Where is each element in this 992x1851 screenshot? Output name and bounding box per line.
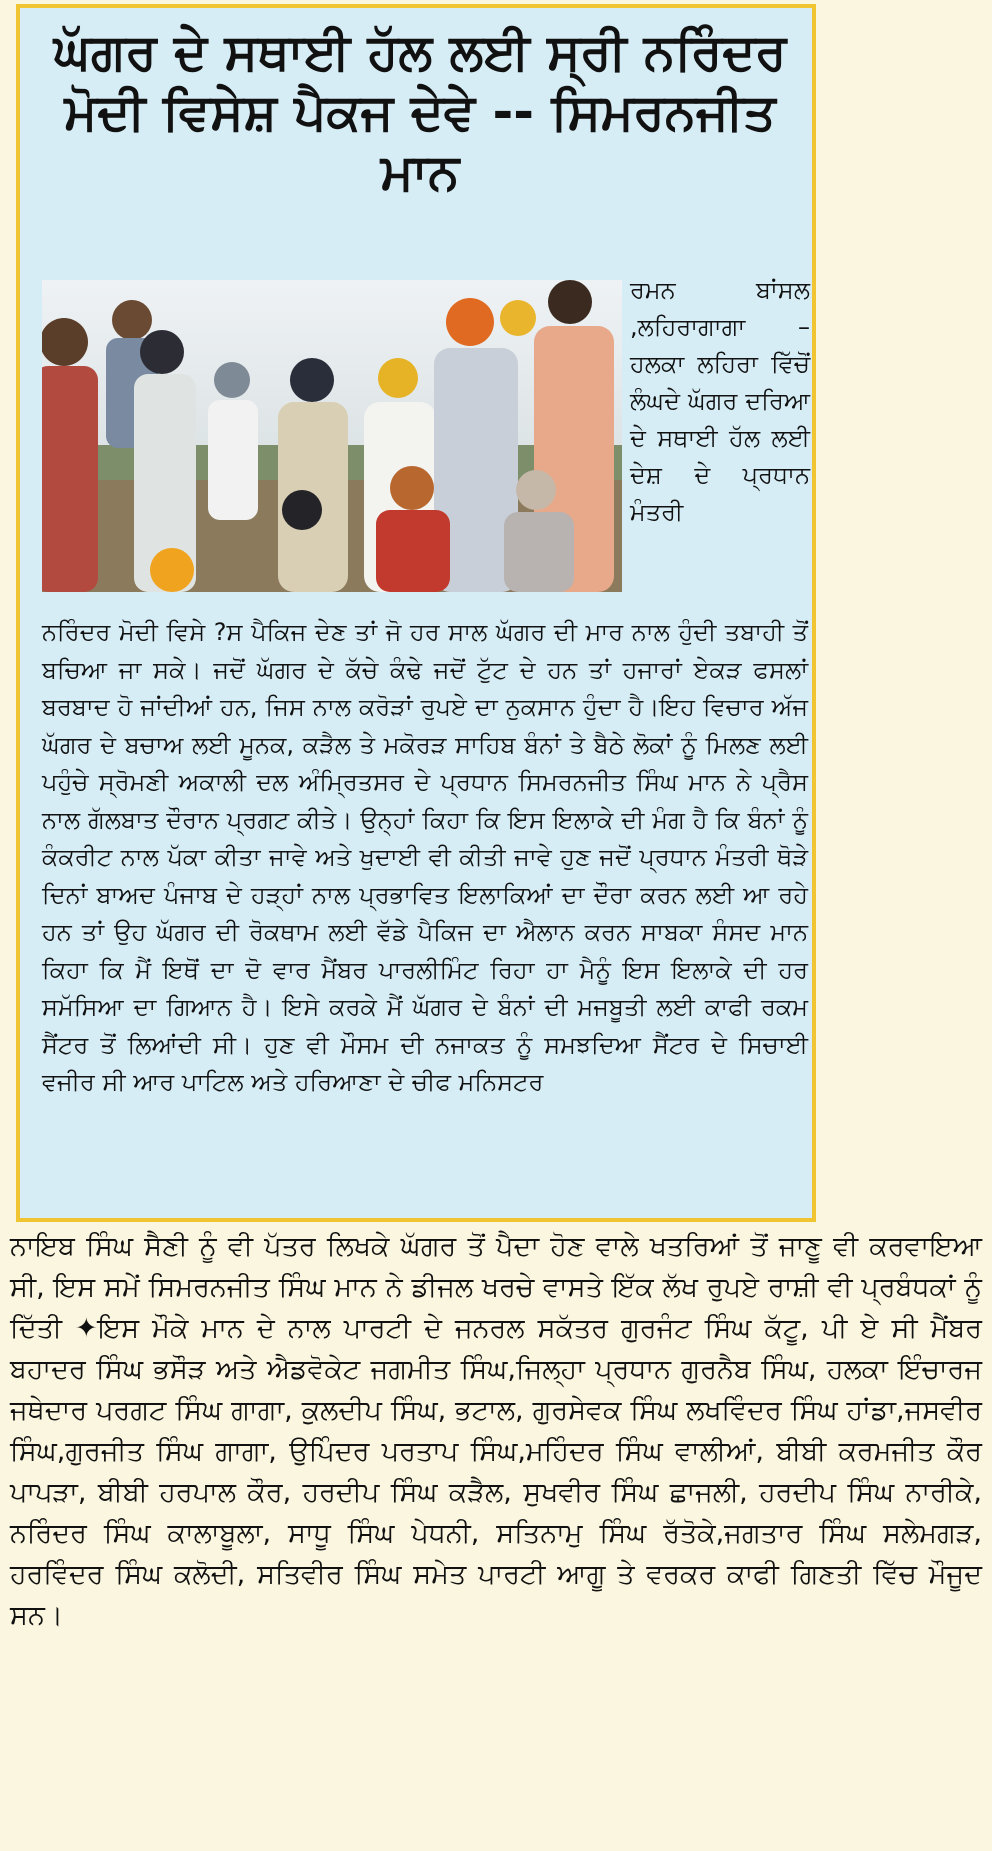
headline: ਘੱਗਰ ਦੇ ਸਥਾਈ ਹੱਲ ਲਈ ਸ੍ਰੀ ਨਰਿੰਦਰ ਮੋਦੀ ਵਿਸੇਸ਼ ਪੈਕਜ ਦੇਵੇ -- ਸਿਮਰਨਜੀਤ ਮਾਨ xyxy=(53,23,787,201)
news-photo xyxy=(42,280,622,592)
article-box xyxy=(16,4,816,1222)
article-intro-column: ਰਮਨ ਬਾਂਸਲ ,ਲਹਿਰਾਗਾਗਾ – ਹਲਕਾ ਲਹਿਰਾ ਵਿੱਚੋਂ ਲੰਘਦੇ ਘੱਗਰ ਦਰਿਆ ਦੇ ਸਥਾਈ ਹੱਲ ਲਈ ਦੇਸ਼ ਦੇ ਪ੍ਰਧਾਨ ਮੰਤਰੀ xyxy=(630,276,810,526)
article-body: ਨਰਿੰਦਰ ਮੋਦੀ ਵਿਸੇ ?ਸ ਪੈਕਿਜ ਦੇਣ ਤਾਂ ਜੋ ਹਰ ਸਾਲ ਘੱਗਰ ਦੀ ਮਾਰ ਨਾਲ ਹੁੰਦੀ ਤਬਾਹੀ ਤੋਂ ਬਚਿਆ ਜਾ ਸਕੇ। ਜਦੋਂ ਘੱਗਰ ਦੇ ਕੱਚੇ ਕੰਢੇ ਜਦੋਂ ਟੁੱਟ ਦੇ ਹਨ ਤਾਂ ਹਜਾਰਾਂ ਏਕੜ ਫਸਲਾਂ ਬਰਬਾਦ ਹੋ ਜਾਂਦੀਆਂ ਹਨ, ਜਿਸ ਨਾਲ ਕਰੋੜਾਂ ਰੁਪਏ ਦਾ ਨੁਕਸਾਨ ਹੁੰਦਾ ਹੈ।ਇਹ ਵਿਚਾਰ ਅੱਜ ਘੱਗਰ ਦੇ ਬਚਾਅ ਲਈ ਮੂਨਕ, ਕੜੈਲ ਤੇ ਮਕੋਰੜ ਸਾਹਿਬ ਬੰਨਾਂ ਤੇ ਬੈਠੇ ਲੋਕਾਂ ਨੂੰ ਮਿਲਣ ਲਈ ਪਹੁੰਚੇ ਸ੍ਰੋਮਣੀ ਅਕਾਲੀ ਦਲ ਅੰਮ੍ਰਿਤਸਰ ਦੇ ਪ੍ਰਧਾਨ ਸਿਮਰਨਜੀਤ ਸਿੰਘ ਮਾਨ ਨੇ ਪ੍ਰੈਸ ਨਾਲ ਗੱਲਬਾਤ ਦੌਰਾਨ ਪ੍ਰਗਟ ਕੀਤੇ। ਉਨ੍ਹਾਂ ਕਿਹਾ ਕਿ ਇਸ ਇਲਾਕੇ ਦੀ ਮੰਗ ਹੈ ਕਿ ਬੰਨਾਂ ਨੂੰ ਕੰਕਰੀਟ ਨਾਲ ਪੱਕਾ ਕੀਤਾ ਜਾਵੇ ਅਤੇ ਖੁਦਾਈ ਵੀ ਕੀਤੀ ਜਾਵੇ ਹੁਣ ਜਦੋਂ ਪ੍ਰਧਾਨ ਮੰਤਰੀ ਥੋੜੇ ਦਿਨਾਂ ਬਾਅਦ ਪੰਜਾਬ ਦੇ ਹੜ੍ਹਾਂ ਨਾਲ ਪ੍ਰਭਾਵਿਤ ਇਲਾਕਿਆਂ ਦਾ ਦੌਰਾ ਕਰਨ ਲਈ ਆ ਰਹੇ ਹਨ ਤਾਂ ਉਹ ਘੱਗਰ ਦੀ ਰੋਕਥਾਮ ਲਈ ਵੱਡੇ ਪੈਕਿਜ ਦਾ ਐਲਾਨ ਕਰਨ ਸਾਬਕਾ ਸੰਸਦ ਮਾਨ ਕਿਹਾ ਕਿ ਮੈਂ ਇਥੋਂ ਦਾ ਦੋ ਵਾਰ ਮੈਂਬਰ ਪਾਰਲੀਮਿੰਟ ਰਿਹਾ ਹਾ ਮੈਨੂੰ ਇਸ ਇਲਾਕੇ ਦੀ ਹਰ ਸਮੱਸਿਆ ਦਾ ਗਿਆਨ ਹੈ। ਇਸੇ ਕਰਕੇ ਮੈਂ ਘੱਗਰ ਦੇ ਬੰਨਾਂ ਦੀ ਮਜਬੂਤੀ ਲਈ ਕਾਫੀ ਰਕਮ ਸੈਂਟਰ ਤੋਂ ਲਿਆਂਦੀ ਸੀ। ਹੁਣ ਵੀ ਮੌਸਮ ਦੀ ਨਜਾਕਤ ਨੂੰ ਸਮਝਦਿਆ ਸੈਂਟਰ ਦੇ ਸਿਚਾਈ ਵਜੀਰ ਸੀ ਆਰ ਪਾਟਿਲ ਅਤੇ ਹਰਿਆਣਾ ਦੇ ਚੀਫ ਮਨਿਸਟਰ xyxy=(42,618,808,1096)
article-continuation: ਨਾਇਬ ਸਿੰਘ ਸੈਣੀ ਨੂੰ ਵੀ ਪੱਤਰ ਲਿਖਕੇ ਘੱਗਰ ਤੋਂ ਪੈਦਾ ਹੋਣ ਵਾਲੇ ਖਤਰਿਆਂ ਤੋਂ ਜਾਣੂ ਵੀ ਕਰਵਾਇਆ ਸੀ, ਇਸ ਸਮੇਂ ਸਿਮਰਨਜੀਤ ਸਿੰਘ ਮਾਨ ਨੇ ਡੀਜਲ ਖਰਚੇ ਵਾਸਤੇ ਇੱਕ ਲੱਖ ਰੁਪਏ ਰਾਸ਼ੀ ਵੀ ਪ੍ਰਬੰਧਕਾਂ ਨੂੰ ਦਿੱਤੀ ✦ਇਸ ਮੌਕੇ ਮਾਨ ਦੇ ਨਾਲ ਪਾਰਟੀ ਦੇ ਜਨਰਲ ਸਕੱਤਰ ਗੁਰਜੰਟ ਸਿੰਘ ਕੱਟੂ, ਪੀ ਏ ਸੀ ਮੈਂਬਰ ਬਹਾਦਰ ਸਿੰਘ ਭਸੌੜ ਅਤੇ ਐਡਵੋਕੇਟ ਜਗਮੀਤ ਸਿੰਘ,ਜਿਲ੍ਹਾ ਪ੍ਰਧਾਨ ਗੁਰਨੈਬ ਸਿੰਘ, ਹਲਕਾ ਇੰਚਾਰਜ ਜਥੇਦਾਰ ਪਰਗਟ ਸਿੰਘ ਗਾਗਾ, ਕੁਲਦੀਪ ਸਿੰਘ, ਭਟਾਲ, ਗੁਰਸੇਵਕ ਸਿੰਘ ਲਖਵਿੰਦਰ ਸਿੰਘ ਹਾਂਡਾ,ਜਸਵੀਰ ਸਿੰਘ,ਗੁਰਜੀਤ ਸਿੰਘ ਗਾਗਾ, ਉਪਿੰਦਰ ਪਰਤਾਪ ਸਿੰਘ,ਮਹਿੰਦਰ ਸਿੰਘ ਵਾਲੀਆਂ, ਬੀਬੀ ਕਰਮਜੀਤ ਕੌਰ ਪਾਪੜਾ, ਬੀਬੀ ਹਰਪਾਲ ਕੌਰ, ਹਰਦੀਪ ਸਿੰਘ ਕੜੈਲ, ਸੁਖਵੀਰ ਸਿੰਘ ਛਾਜਲੀ, ਹਰਦੀਪ ਸਿੰਘ ਨਾਰੀਕੇ, ਨਰਿੰਦਰ ਸਿੰਘ ਕਾਲਾਬੂਲਾ, ਸਾਧੂ ਸਿੰਘ ਪੇਧਨੀ, ਸਤਿਨਾਮੁ ਸਿੰਘ ਰੱਤੋਕੇ,ਜਗਤਾਰ ਸਿੰਘ ਸਲੇਮਗੜ, ਹਰਵਿੰਦਰ ਸਿੰਘ ਕਲੋਦੀ, ਸਤਿਵੀਰ ਸਿੰਘ ਸਮੇਤ ਪਾਰਟੀ ਆਗੂ ਤੇ ਵਰਕਰ ਕਾਫੀ ਗਿਣਤੀ ਵਿੱਚ ਮੌਜੂਦ ਸਨ। xyxy=(10,1231,982,1631)
